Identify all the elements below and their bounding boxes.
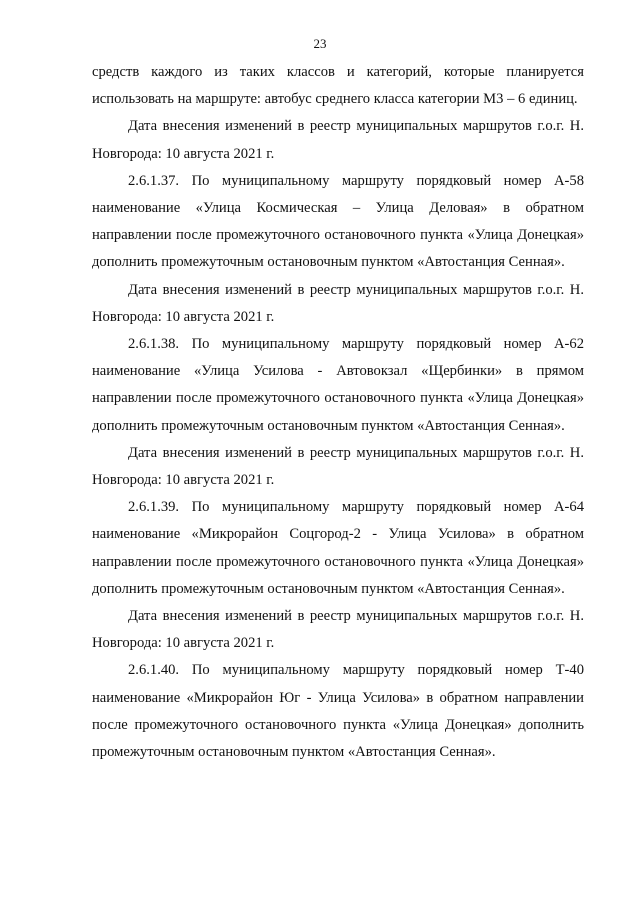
paragraph: Дата внесения изменений в реестр муниципальных маршрутов г.о.г. Н. Новгорода: 10 августа 2021 г.: [92, 281, 584, 325]
paragraph: 2.6.1.40. По муниципальному маршруту порядковый номер Т-40 наименование «Микрорайон Юг - Улица Усилова» в обратном направлении после промежуточного остановочного пункта «Улица Донецкая» дополнить промежуточным остановочным пунктом «Автостанция Сенная».: [92, 662, 584, 761]
paragraph: Дата внесения изменений в реестр муниципальных маршрутов г.о.г. Н. Новгорода: 10 августа 2021 г.: [92, 608, 584, 652]
paragraph: 2.6.1.38. По муниципальному маршруту порядковый номер А-62 наименование «Улица Усилова - Автовокзал «Щербинки» в прямом направлении после промежуточного остановочного пункта «Улица Донецкая» дополнить промежуточным остановочным пунктом «Автостанция Сенная».: [92, 336, 584, 434]
page-number: 23: [313, 36, 327, 51]
document-body: [92, 59, 584, 766]
paragraph: 2.6.1.37. По муниципальному маршруту порядковый номер А-58 наименование «Улица Космическая – Улица Деловая» в обратном направлении после промежуточного остановочного пункта «Улица Донецкая» дополнить промежуточным остановочным пунктом «Автостанция Сенная».: [92, 172, 584, 271]
paragraph: Дата внесения изменений в реестр муниципальных маршрутов г.о.г. Н. Новгорода: 10 августа 2021 г.: [92, 444, 584, 489]
paragraph: Дата внесения изменений в реестр муниципальных маршрутов г.о.г. Н. Новгорода: 10 августа 2021 г.: [92, 118, 584, 162]
paragraph: средств каждого из таких классов и категорий, которые планируется использовать на маршруте: автобус среднего класса категории М3 – 6 единиц.: [92, 64, 584, 108]
paragraph: 2.6.1.39. По муниципальному маршруту порядковый номер А-64 наименование «Микрорайон Соцгород-2 - Улица Усилова» в обратном направлении после промежуточного остановочного пункта «Улица Донецкая» дополнить промежуточным остановочным пунктом «Автостанция Сенная».: [92, 499, 584, 597]
